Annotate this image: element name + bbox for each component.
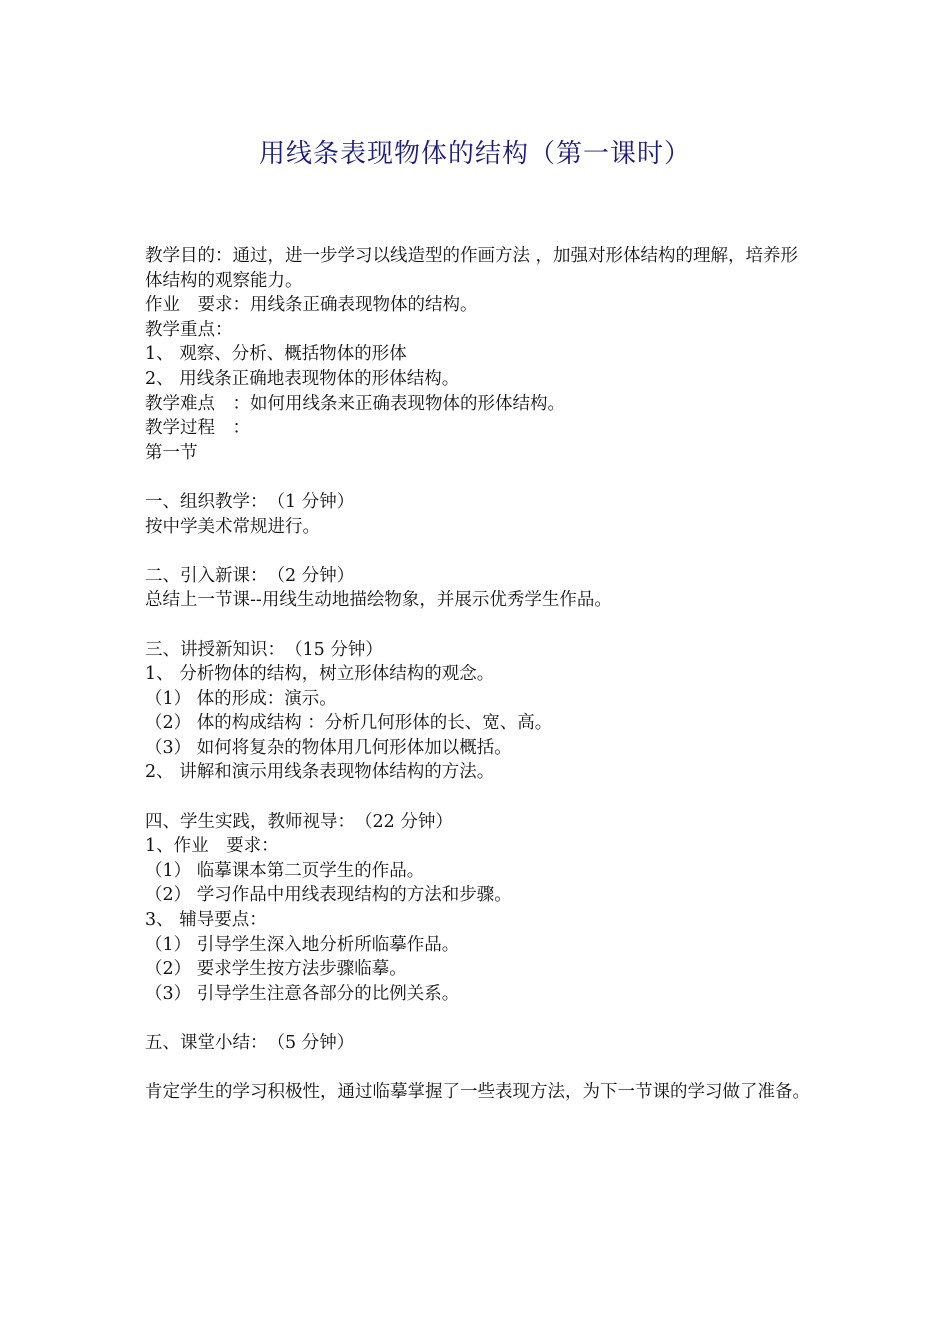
step-line: （3） 如何将复杂的物体用几何形体加以概括。 — [145, 737, 512, 758]
step-line: 2、 讲解和演示用线条表现物体结构的方法。 — [145, 762, 495, 783]
step-line: 1、作业 要求： — [145, 836, 279, 857]
section-label: 第一节 — [145, 442, 198, 463]
key-points-label: 教学重点： — [145, 319, 233, 340]
document-body — [145, 244, 813, 1105]
step-line: （1） 引导学生深入地分析所临摹作品。 — [145, 934, 460, 955]
step-heading: 一、组织教学： （1 分钟） — [145, 491, 355, 512]
step-line: （2） 要求学生按方法步骤临摹。 — [145, 959, 407, 980]
step-line: （1） 临摹课本第二页学生的作品。 — [145, 860, 425, 881]
teaching-objective: 教学目的：通过，进一步学习以线造型的作画方法 ，加强对形体结构的理解，培养形体结构的观察能力。 — [145, 246, 799, 291]
process-label: 教学过程 ： — [145, 418, 250, 439]
homework-requirement: 作业 要求：用线条正确表现物体的结构。 — [145, 295, 478, 316]
step-line: （2） 学习作品中用线表现结构的方法和步骤。 — [145, 885, 512, 906]
step-heading: 四、学生实践，教师视导： （22 分钟） — [145, 811, 453, 832]
step-heading: 五、课堂小结： （5 分钟） — [145, 1033, 355, 1053]
step-heading: 二、引入新课： （2 分钟） — [145, 565, 355, 586]
step-heading: 三、讲授新知识： （15 分钟） — [145, 639, 383, 660]
lesson-summary: 肯定学生的学习积极性，通过临摹掌握了一些表现方法，为下一节课的学习做了准备。 — [145, 1082, 810, 1103]
step-line: （3） 引导学生注意各部分的比例关系。 — [145, 983, 460, 1004]
step-line: （2） 体的构成结构 ：分析几何形体的长、宽、高。 — [145, 713, 553, 734]
teaching-difficulty: 教学难点 ：如何用线条来正确表现物体的形体结构。 — [145, 393, 565, 414]
key-point-item: 1、 观察、分析、概括物体的形体 — [145, 344, 407, 365]
step-line: 按中学美术常规进行。 — [145, 516, 320, 537]
step-line: 3、 辅导要点： — [145, 910, 267, 931]
page-title: 用线条表现物体的结构（第一课时） — [258, 139, 691, 169]
step-line: 总结上一节课--用线生动地描绘物象，并展示优秀学生作品。 — [145, 590, 612, 611]
key-point-item: 2、 用线条正确地表现物体的形体结构。 — [145, 368, 460, 389]
step-line: 1、 分析物体的结构，树立形体结构的观念。 — [145, 664, 495, 685]
step-line: （1） 体的形成：演示。 — [145, 688, 337, 709]
